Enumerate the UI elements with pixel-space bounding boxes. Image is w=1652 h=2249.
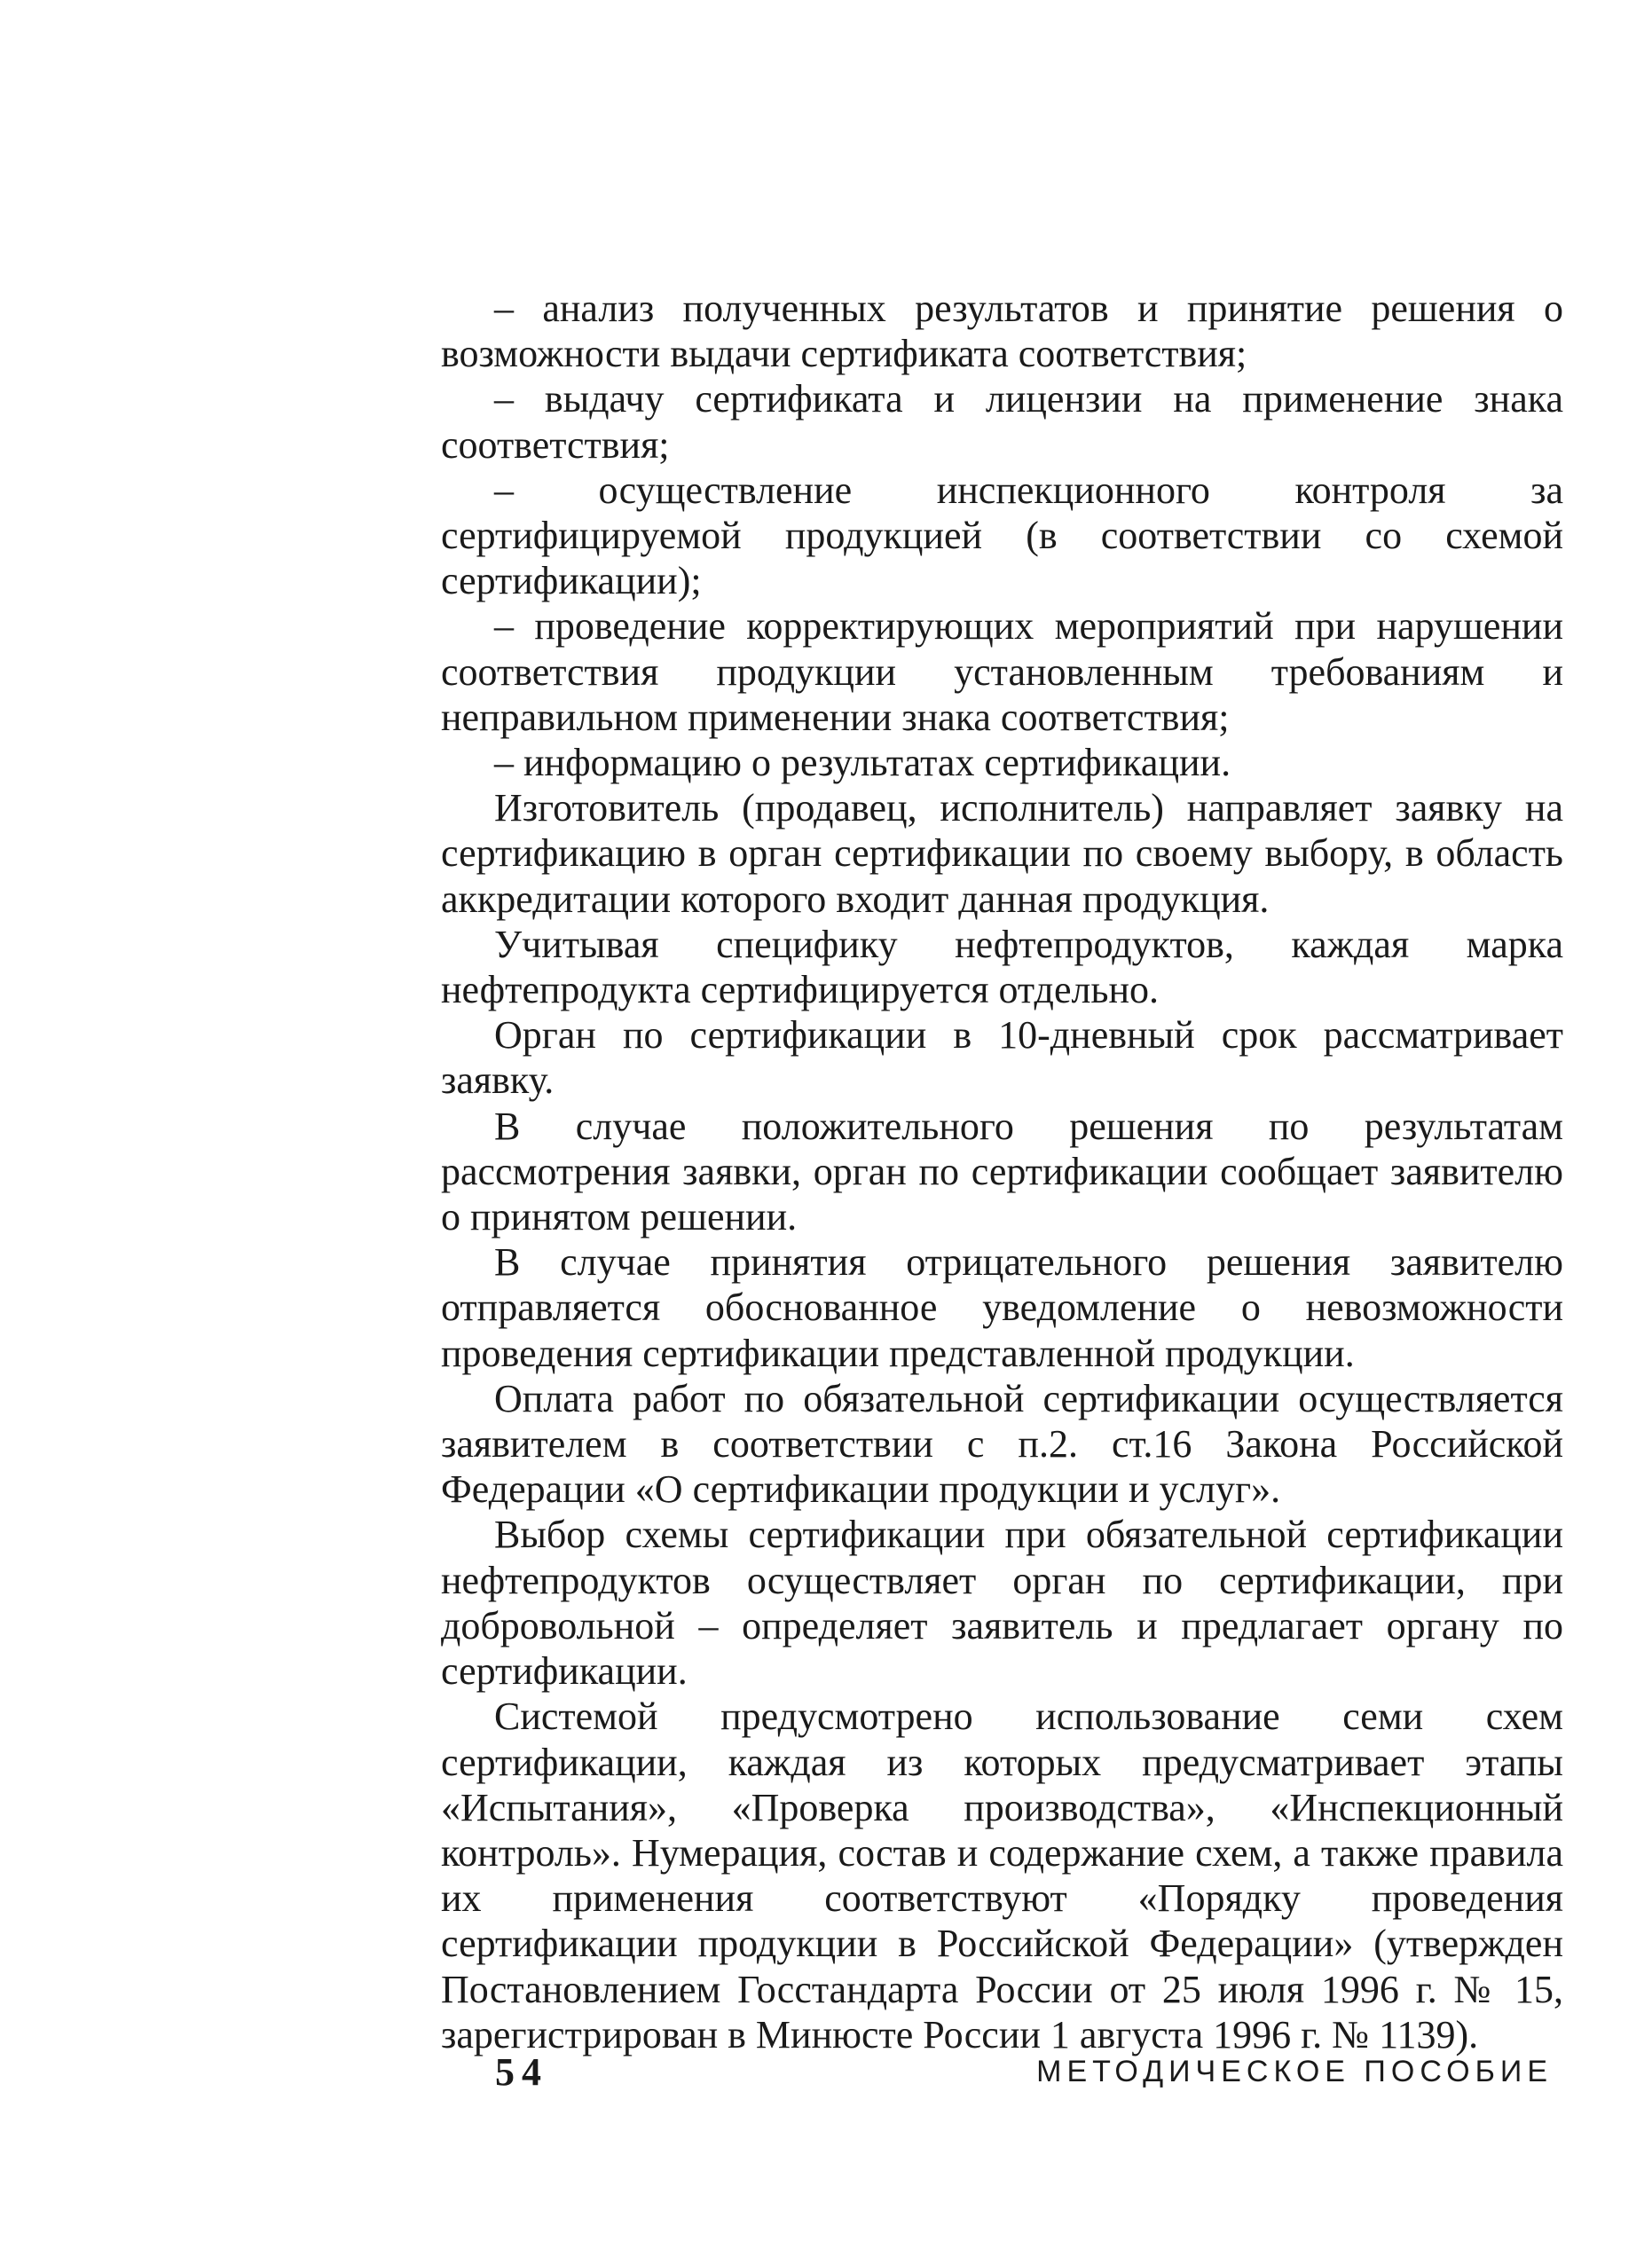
paragraph: В случае принятия отрицательного решения заявителю отправляется обоснованное уведомление о невозможности проведения сертификации представленной продукции. xyxy=(441,1240,1563,1375)
paragraph: Оплата работ по обязательной сертификации осуществляется заявителем в соответствии с п.2. ст.16 Закона Российской Федерации «О сертификации продукции и услуг». xyxy=(441,1376,1563,1512)
paragraph: В случае положительного решения по результатам рассмотрения заявки, орган по сертификации сообщает заявителю о принятом решении. xyxy=(441,1104,1563,1239)
paragraph: Учитывая специфику нефтепродуктов, каждая марка нефтепродукта сертифицируется отдельно. xyxy=(441,922,1563,1012)
paragraph: Системой предусмотрено использование семи схем сертификации, каждая из которых предусматривает этапы «Испытания», «Проверка производства», «Инспекционный контроль». Нумерация, состав и содержание схем, а также правила их применения соответствуют «Порядку проведения сертификации продукции в Российской Федерации» (утвержден Постановлением Госстандарта России от 25 июля 1996 г. № 15, зарегистрирован в Минюсте России 1 августа 1996 г. № 1139). xyxy=(441,1695,1563,2056)
paragraph: – информацию о результатах сертификации. xyxy=(494,741,1231,785)
paragraph: Орган по сертификации в 10-дневный срок рассматривает заявку. xyxy=(441,1013,1563,1103)
paragraph: – проведение корректирующих мероприятий при нарушении соответствия продукции установленным требованиям и неправильном применении знака соответствия; xyxy=(441,604,1563,739)
paragraph: – анализ полученных результатов и принятие решения о возможности выдачи сертификата соответствия; xyxy=(441,287,1563,376)
paragraph: Изготовитель (продавец, исполнитель) направляет заявку на сертификацию в орган сертификации по своему выбору, в область аккредитации которого входит данная продукция. xyxy=(441,786,1563,921)
body-text xyxy=(441,286,1563,2057)
running-title: МЕТОДИЧЕСКОЕ ПОСОБИЕ xyxy=(1036,2055,1553,2088)
paragraph: – выдачу сертификата и лицензии на применение знака соответствия; xyxy=(441,377,1563,467)
page-number: 54 xyxy=(495,2050,548,2094)
paragraph: – осуществление инспекционного контроля за сертифицируемой продукцией (в соответствии со схемой сертификации); xyxy=(441,468,1563,603)
paragraph: Выбор схемы сертификации при обязательной сертификации нефтепродуктов осуществляет орган по сертификации, при добровольной – определяет заявитель и предлагает органу по сертификации. xyxy=(441,1513,1563,1694)
